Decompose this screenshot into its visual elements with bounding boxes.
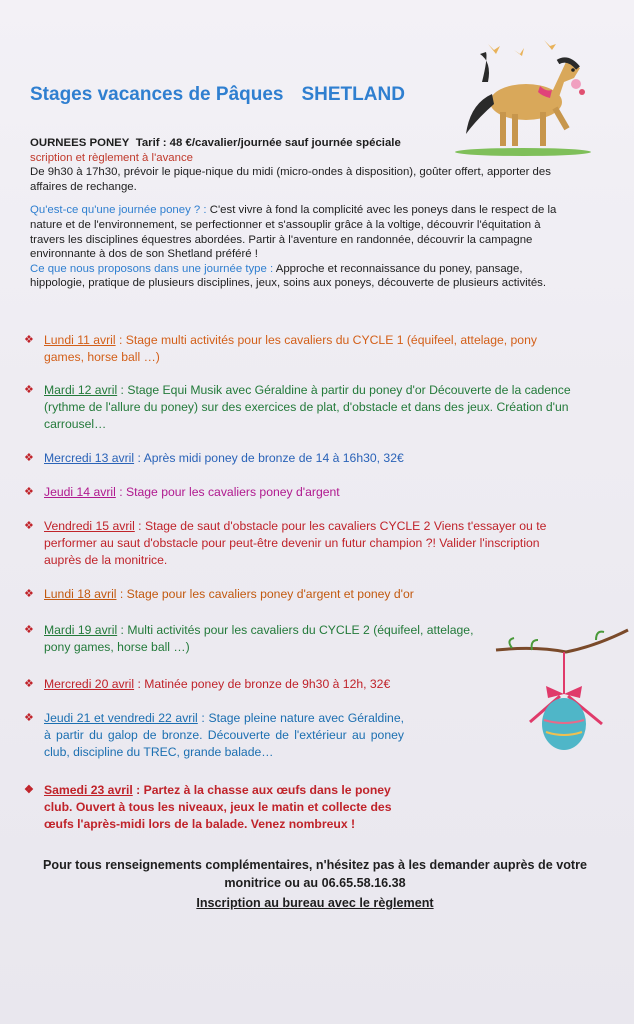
item-date: Jeudi 14 avril: [44, 485, 116, 499]
item-date: Jeudi 21 et vendredi 22 avril: [44, 711, 198, 725]
item-text: : Stage pour les cavaliers poney d'argent: [115, 485, 340, 499]
diamond-bullet-icon: ❖: [24, 384, 34, 396]
question-label: Qu'est-ce qu'une journée poney ? :: [30, 204, 207, 217]
item-date: Mardi 19 avril: [44, 623, 118, 637]
item-text: : Stage multi activités pour les cavaliers du CYCLE 1 (équifeel, attelage, pony games, horse ball …): [44, 333, 537, 364]
diamond-bullet-icon: ❖: [24, 624, 34, 636]
footer-contact: Pour tous renseignements complémentaires, n'hésitez pas à les demander auprès de votre monitrice ou au 06.65.58.16.38: [42, 858, 587, 890]
tarif-text: Tarif : 48 €/cavalier/journée sauf journée spéciale: [135, 137, 401, 149]
item-text: : Matinée poney de bronze de 9h30 à 12h, 32€: [134, 677, 391, 691]
footer: [20, 856, 610, 912]
item-text: : Partez à la chasse aux œufs dans le poney club. Ouvert à tous les niveaux, jeux le matin et collecte des œufs l'après-midi lors de la balade. Venez nombreux !: [44, 783, 392, 831]
diamond-bullet-icon: ❖: [24, 486, 34, 498]
item-date: Samedi 23 avril: [44, 783, 133, 797]
programme-text: Approche et reconnaissance du poney, pansage, hippologie, pratique de plusieurs disciplines, jeux, soins aux poneys, découverte de plusieurs activités.: [30, 262, 547, 290]
question-answer: C'est vivre à fond la complicité avec les poneys dans le respect de la nature et de l'environnement, se perfectionner et s'assouplir grâce à la voltige, découvrir l'équitation à travers les disciplines équestres abordées. Partir à l'aventure en randonnée, découvrir la campagne environnante à dos de son Shetland préféré !: [30, 204, 557, 261]
diamond-bullet-icon: ❖: [24, 784, 34, 796]
programme-label: Ce que nous proposons dans une journée type :: [30, 262, 274, 275]
diamond-bullet-icon: ❖: [24, 712, 34, 724]
title-main: Stages vacances de Pâques: [30, 84, 284, 105]
list-item: [24, 586, 574, 603]
diamond-bullet-icon: ❖: [24, 334, 34, 346]
item-text: : Stage de saut d'obstacle pour les cavaliers CYCLE 2 Viens t'essayer ou te performer au saut d'obstacle pour peut-être devenir un futur champion ?! Valider l'inscription auprès de la monitrice.: [44, 519, 547, 567]
item-text: : Après midi poney de bronze de 14 à 16h30, 32€: [134, 451, 404, 465]
diamond-bullet-icon: ❖: [24, 588, 34, 600]
horaires-text: De 9h30 à 17h30, prévoir le pique-nique du midi (micro-ondes à disposition), goûter offert, apporter des affaires de rechange.: [30, 166, 551, 193]
title-shetland: SHETLAND: [301, 84, 405, 105]
list-item: [24, 450, 574, 467]
diamond-bullet-icon: ❖: [24, 452, 34, 464]
item-date: Lundi 18 avril: [44, 587, 117, 601]
easter-egg-illustration: [492, 620, 632, 760]
item-date: Mercredi 20 avril: [44, 677, 135, 691]
diamond-bullet-icon: ❖: [24, 520, 34, 532]
list-item: [24, 518, 574, 569]
item-date: Mardi 12 avril: [44, 383, 118, 397]
item-text: : Stage Equi Musik avec Géraldine à partir du poney d'or Découverte de la cadence (rythme de l'allure du poney) sur des exercices de plat, d'obstacle et dans des jeux. Création d'un carrousel…: [44, 383, 571, 431]
item-text: : Multi activités pour les cavaliers du CYCLE 2 (équifeel, attelage, pony games, horse ball …): [44, 623, 474, 654]
item-date: Vendredi 15 avril: [44, 519, 135, 533]
list-item: [24, 332, 574, 366]
item-date: Lundi 11 avril: [44, 333, 116, 347]
list-item: [24, 484, 574, 501]
footer-inscription: Inscription au bureau avec le règlement: [196, 896, 434, 910]
item-date: Mercredi 13 avril: [44, 451, 135, 465]
item-text: : Stage pour les cavaliers poney d'argent et poney d'or: [116, 587, 414, 601]
journees-label: OURNEES PONEY: [30, 137, 130, 149]
list-item: [24, 782, 394, 833]
page-title: [30, 84, 405, 106]
intro-block: [30, 136, 578, 291]
inscription-note: scription et règlement à l'avance: [30, 151, 193, 164]
list-item: [24, 622, 484, 656]
list-item: [24, 382, 574, 433]
diamond-bullet-icon: ❖: [24, 678, 34, 690]
list-item: [24, 710, 404, 761]
item-text: : Stage pleine nature avec Géraldine, à partir du galop de bronze. Découverte de l'extérieur au poney club, discipline du TREC, grande balade…: [44, 711, 404, 759]
